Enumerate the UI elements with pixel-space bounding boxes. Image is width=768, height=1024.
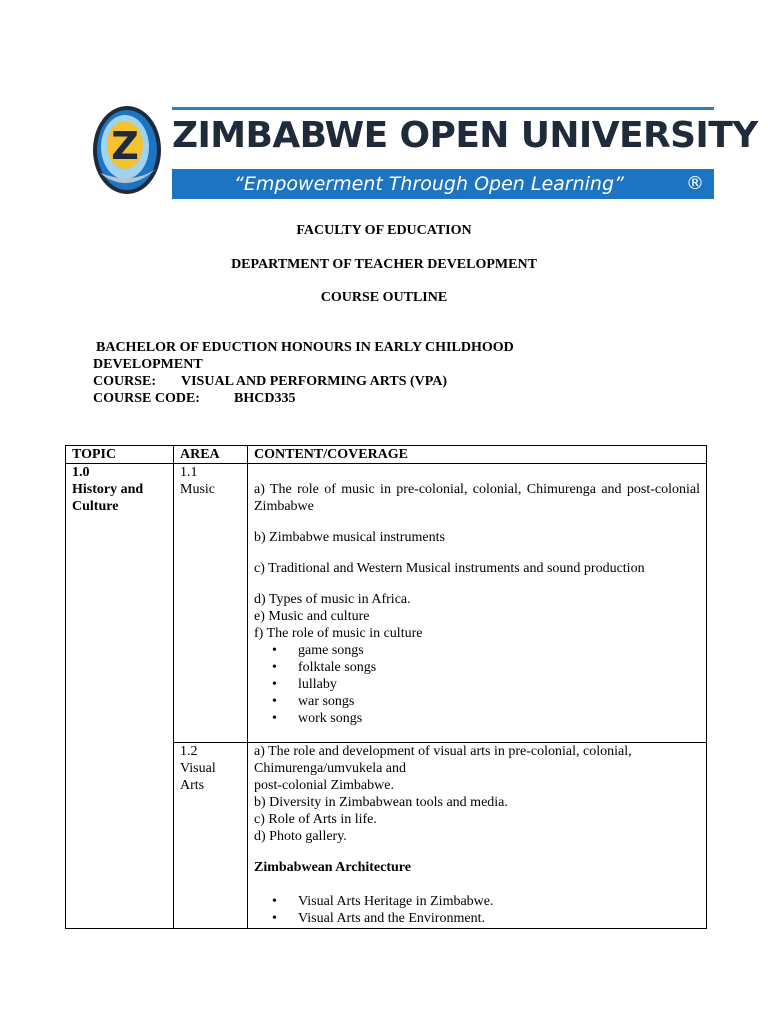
course-outline-table bbox=[65, 445, 707, 929]
content-item: d) Photo gallery. bbox=[254, 829, 347, 844]
content-item: b) Zimbabwe musical instruments bbox=[254, 530, 445, 545]
area-name: Music bbox=[180, 482, 215, 497]
list-item: • war songs bbox=[298, 693, 700, 710]
content-item: e) Music and culture bbox=[254, 609, 370, 624]
slogan-banner bbox=[172, 169, 714, 199]
university-logo bbox=[92, 103, 758, 199]
topic-number: 1.0 bbox=[72, 465, 90, 480]
visual-arts-list bbox=[254, 893, 700, 927]
zou-emblem-icon bbox=[92, 103, 162, 197]
header-content: CONTENT/COVERAGE bbox=[248, 446, 707, 464]
list-item: • lullaby bbox=[298, 676, 700, 693]
logo-top-rule bbox=[172, 107, 714, 110]
area-cell-music bbox=[174, 464, 248, 743]
header-area: AREA bbox=[174, 446, 248, 464]
topic-title-line2: Culture bbox=[72, 499, 119, 514]
course-row bbox=[93, 373, 653, 390]
header-topic: TOPIC bbox=[66, 446, 174, 464]
department-heading: DEPARTMENT OF TEACHER DEVELOPMENT bbox=[231, 257, 537, 272]
list-item: • Visual Arts Heritage in Zimbabwe. bbox=[298, 893, 700, 910]
programme-details bbox=[93, 339, 653, 407]
course-value: VISUAL AND PERFORMING ARTS (VPA) bbox=[181, 374, 448, 389]
course-code-row bbox=[93, 390, 653, 407]
content-cell-visual-arts bbox=[248, 743, 707, 929]
area-name-line1: Visual bbox=[180, 761, 216, 776]
content-item: a) The role of music in pre-colonial, colonial, Chimurenga and post-colonial Zimbabwe bbox=[254, 482, 700, 514]
course-label: COURSE: bbox=[93, 374, 157, 389]
course-code-value: BHCD335 bbox=[234, 391, 296, 406]
emblem-letter: Z bbox=[111, 124, 139, 168]
list-item: • folktale songs bbox=[298, 659, 700, 676]
content-item: b) Diversity in Zimbabwean tools and media. bbox=[254, 795, 508, 810]
content-item: a) The role and development of visual arts in pre-colonial, colonial, bbox=[254, 744, 632, 759]
programme-title-line2: DEVELOPMENT bbox=[93, 357, 203, 372]
list-item: • work songs bbox=[298, 710, 700, 727]
area-name-line2: Arts bbox=[180, 778, 205, 793]
list-item: • game songs bbox=[298, 642, 700, 659]
list-item: • Visual Arts and the Environment. bbox=[298, 910, 700, 927]
content-item: f) The role of music in culture bbox=[254, 626, 423, 641]
content-cell-music bbox=[248, 464, 707, 743]
document-type-heading: COURSE OUTLINE bbox=[320, 290, 448, 305]
content-item: post-colonial Zimbabwe. bbox=[254, 778, 394, 793]
area-number: 1.1 bbox=[180, 465, 198, 480]
faculty-heading: FACULTY OF EDUCATION bbox=[296, 223, 472, 238]
area-number: 1.2 bbox=[180, 744, 198, 759]
slogan-text: “Empowerment Through Open Learning” bbox=[234, 173, 624, 195]
song-types-list bbox=[254, 642, 700, 727]
university-name: ZIMBABWE OPEN UNIVERSITY bbox=[172, 115, 758, 156]
table-header-row bbox=[66, 446, 707, 464]
content-item: d) Types of music in Africa. bbox=[254, 592, 411, 607]
topic-title-line1: History and bbox=[72, 482, 144, 497]
content-item: c) Traditional and Western Musical instruments and sound production bbox=[254, 561, 645, 576]
content-item: c) Role of Arts in life. bbox=[254, 812, 377, 827]
architecture-subheading: Zimbabwean Architecture bbox=[254, 860, 411, 875]
course-code-label: COURSE CODE: bbox=[93, 391, 200, 406]
registered-mark: ® bbox=[686, 173, 704, 194]
table-row bbox=[66, 464, 707, 743]
topic-cell bbox=[66, 464, 174, 929]
area-cell-visual-arts bbox=[174, 743, 248, 929]
programme-title-line1: BACHELOR OF EDUCTION HONOURS IN EARLY CHILDHOOD bbox=[96, 340, 514, 355]
content-item: Chimurenga/umvukela and bbox=[254, 761, 407, 776]
